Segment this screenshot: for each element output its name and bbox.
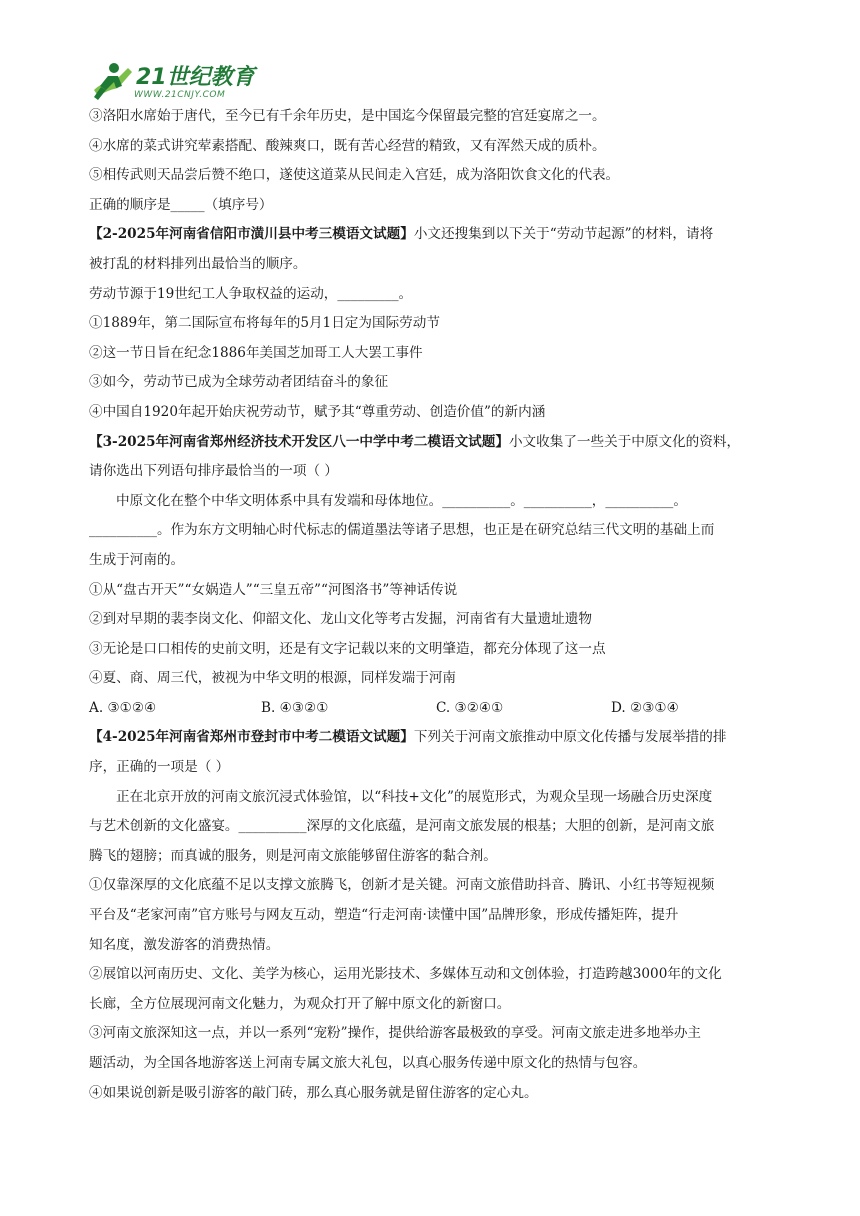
text-line: 被打乱的材料排列出最恰当的顺序。 [89, 255, 307, 272]
question-3-header [89, 428, 789, 458]
text-line: 劳动节源于19世纪工人争取权益的运动，_________。 [89, 285, 413, 302]
logo-brand-text: 21世纪教育 [136, 65, 255, 90]
text-line: 知名度，激发游客的消费热情。 [89, 936, 280, 953]
option-b: B. ④③②① [261, 699, 329, 716]
text-line: ①从“盘古开天”“女娲造人”“三皇五帝”“河图洛书”等神话传说 [89, 581, 458, 598]
text-line: ⑤相传武则天品尝后赞不绝口，遂使这道菜从民间走入宫廷，成为洛阳饮食文化的代表。 [89, 167, 620, 184]
text-line: 平台及“老家河南”官方账号与网友互动，塑造“行走河南·读懂中国”品牌形象，形成传播矩阵，提升 [89, 907, 679, 924]
passage-line [89, 812, 789, 842]
question-source: 【3-2025年河南省郑州经济技术开发区八一中学中考二模语文试题】 [89, 433, 509, 450]
passage-line: 中原文化在整个中华文明体系中具有发端和母体地位。__________。__________，__________。 [116, 492, 687, 509]
passage-line: 正在北京开放的河南文旅沉浸式体验馆，以“科技+文化”的展览形式，为观众呈现一场融合历史深度 [116, 788, 713, 805]
text-line: ①仅靠深厚的文化底蕴不足以支撑文旅腾飞，创新才是关键。河南文旅借助抖音、腾讯、小红书等短视频 [89, 877, 715, 894]
question-source: 【2-2025年河南省信阳市潢川县中考三模语文试题】 [89, 226, 414, 243]
text-line: ④夏、商、周三代，被视为中华文明的根源，同样发端于河南 [89, 670, 457, 687]
site-logo [88, 60, 255, 106]
fill-blank: __________ [238, 818, 307, 835]
running-person-logo-icon [88, 60, 136, 104]
text-line: ③河南文旅深知这一点，并以一系列“宠粉”操作，提供给游客最极致的享受。河南文旅走进多地举办主 [89, 1025, 702, 1042]
option-c: C. ③②④① [436, 699, 504, 716]
text-line: 请你选出下列语句排序最恰当的一项（ ） [89, 463, 339, 480]
text-line: ②到对早期的裴李岗文化、仰韶文化、龙山文化等考古发掘，河南省有大量遗址遗物 [89, 611, 592, 628]
text-line: ③无论是口口相传的史前文明，还是有文字记载以来的文明肇造，都充分体现了这一点 [89, 640, 606, 657]
question-stem: 小文收集了一些关于中原文化的资料， [508, 433, 741, 450]
answer-prompt: 正确的顺序是_____（填序号） [89, 196, 273, 213]
question-source: 【4-2025年河南省郑州市登封市中考二模语文试题】 [89, 729, 414, 746]
question-4-header [89, 723, 789, 753]
text-line: ③洛阳水席始于唐代，至今已有千余年历史，是中国迄今保留最完整的宫廷宴席之一。 [89, 108, 606, 124]
option-a: A. ③①②④ [89, 699, 157, 716]
option-d: D. ②③①④ [611, 699, 679, 716]
text-line: ②这一节日旨在纪念1886年美国芝加哥工人大罢工事件 [89, 344, 423, 361]
passage-line: 生成于河南的。 [89, 551, 185, 568]
question-2-header [89, 220, 789, 250]
question-stem: 下列关于河南文旅推动中原文化传播与发展举措的排 [413, 729, 727, 746]
logo-url-text: WWW.21CNJY.COM [134, 90, 226, 100]
text-line: ②展馆以河南历史、文化、美学为核心，运用光影技术、多媒体互动和文创体验，打造跨越3000年的文化 [89, 966, 722, 983]
answer-options [89, 694, 789, 724]
passage-line: 腾飞的翅膀；而真诚的服务，则是河南文旅能够留住游客的黏合剂。 [89, 847, 497, 864]
passage-text: 与艺术创新的文化盛宴。 [89, 818, 239, 835]
passage-line: __________。作为东方文明轴心时代标志的儒道墨法等诸子思想，也正是在研究总结三代文明的基础上而 [89, 522, 715, 539]
text-line: 长廊，全方位展现河南文化魅力，为观众打开了解中原文化的新窗口。 [89, 995, 511, 1012]
question-stem: 小文还搜集到以下关于“劳动节起源”的材料，请将 [413, 226, 714, 243]
text-line: ①1889年，第二国际宣布将每年的5月1日定为国际劳动节 [89, 315, 440, 332]
text-line: ④如果说创新是吸引游客的敲门砖，那么真心服务就是留住游客的定心丸。 [89, 1084, 538, 1101]
text-line: 题活动，为全国各地游客送上河南专属文旅大礼包，以真心服务传递中原文化的热情与包容。 [89, 1055, 647, 1071]
text-line: ④水席的菜式讲究荤素搭配、酸辣爽口，既有苦心经营的精致，又有浑然天成的质朴。 [89, 137, 606, 154]
passage-text: 深厚的文化底蕴，是河南文旅发展的根基；大胆的创新，是河南文旅 [306, 818, 715, 835]
text-line: ④中国自1920年起开始庆祝劳动节，赋予其“尊重劳动、创造价值”的新内涵 [89, 403, 546, 420]
text-line: ③如今，劳动节已成为全球劳动者团结奋斗的象征 [89, 374, 389, 391]
text-line: 序，正确的一项是（ ） [89, 759, 230, 776]
document-body [89, 102, 789, 1108]
